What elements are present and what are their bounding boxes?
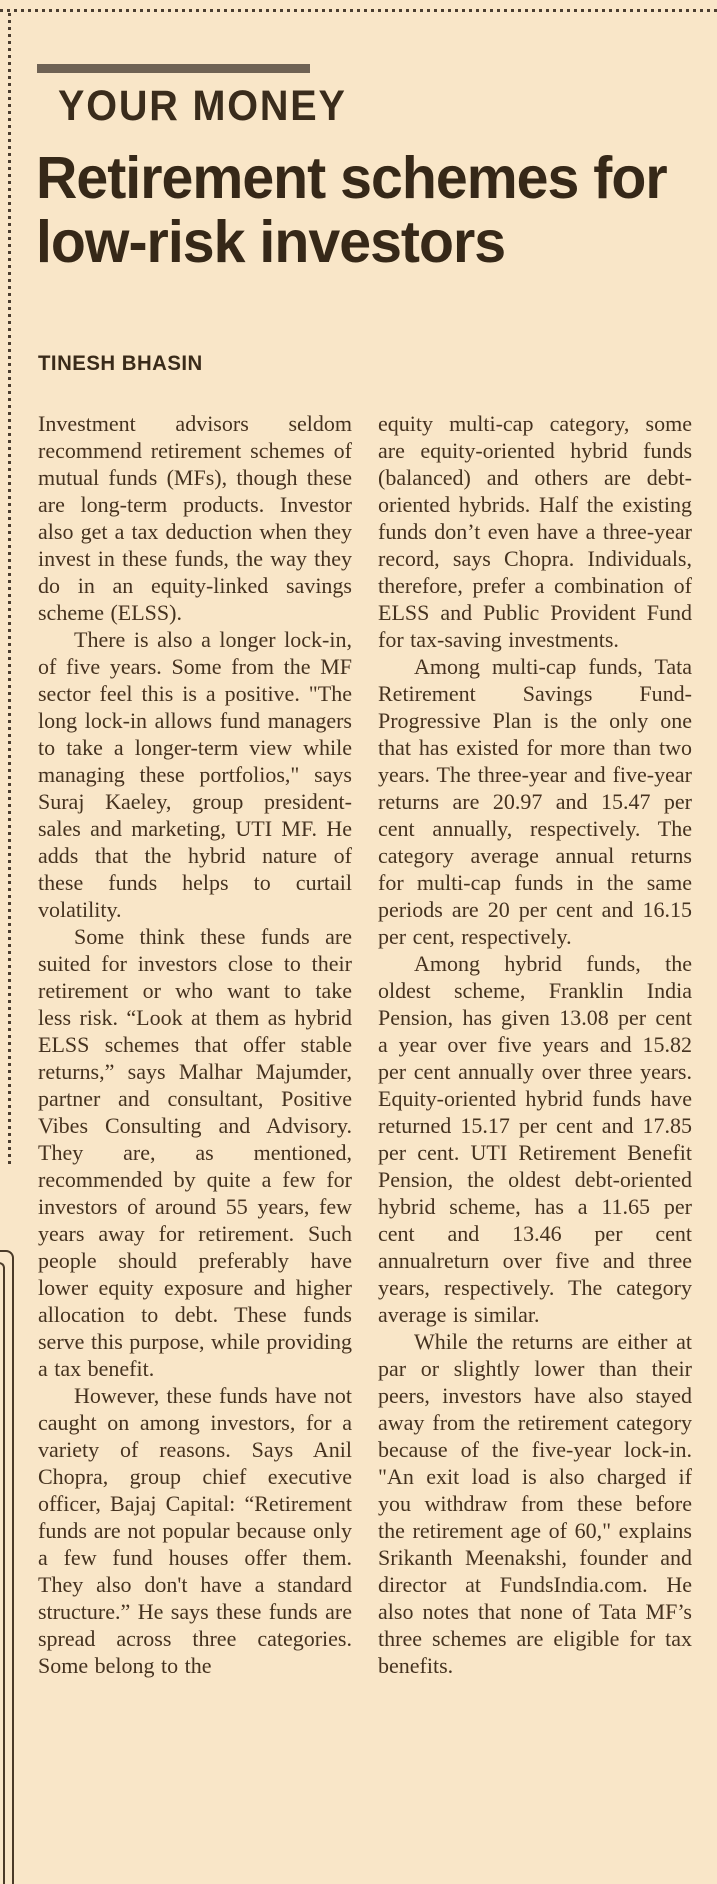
article-paragraph: equity multi-cap category, some are equity-oriented hybrid funds (balanced) and others are debt-oriented hybrids. Half the existing funds don’t even have a three-year record, says Chopra. Individuals, therefore, prefer a combination of ELSS and Public Provident Fund for tax-saving investments. (378, 411, 692, 652)
section-kicker: YOUR MONEY (58, 82, 347, 130)
article-paragraph: Among hybrid funds, the oldest scheme, Franklin India Pension, has given 13.08 per cent a year over five years and 15.82 per cent annually over three years. Equity-oriented hybrid funds have returned 15.17 per cent and 17.85 per cent. UTI Retirement Benefit Pension, the oldest debt-oriented hybrid scheme, has a 11.65 per cent and 13.46 per cent annualreturn over five and three years, respectively. The category average is similar. (378, 951, 692, 1327)
left-dotted-border (8, 13, 11, 1165)
article-byline: TINESH BHASIN (38, 352, 203, 375)
article-headline (36, 146, 676, 274)
article-paragraph: Investment advisors seldom recommend retirement schemes of mutual funds (MFs), though these are long-term products. Investor also get a tax deduction when they invest in these funds, the way they do in an equity-linked savings scheme (ELSS). (38, 411, 352, 625)
article-body (38, 410, 692, 1880)
headline-line-2: low-risk investors (36, 209, 506, 275)
article-column-left (38, 410, 352, 1880)
adjacent-clipping-corner-inner (0, 1262, 5, 1884)
headline-line-1: Retirement schemes for (36, 145, 667, 211)
article-column-right (378, 410, 692, 1880)
top-dotted-border (0, 9, 717, 12)
section-kicker-bar (37, 64, 310, 73)
article-paragraph: Some think these funds are suited for investors close to their retirement or who want to take less risk. “Look at them as hybrid ELSS schemes that offer stable returns,” says Malhar Majumder, partner and consultant, Positive Vibes Consulting and Advisory. They are, as mentioned, recommended by quite a few for investors of around 55 years, few years away for retirement. Such people should preferably have lower equity exposure and higher allocation to debt. These funds serve this purpose, while providing a tax benefit. (38, 924, 352, 1381)
article-paragraph: There is also a longer lock-in, of five years. Some from the MF sector feel this is a positive. "The long lock-in allows fund managers to take a longer-term view while managing these portfolios," says Suraj Kaeley, group president-sales and marketing, UTI MF. He adds that the hybrid nature of these funds helps to curtail volatility. (38, 627, 352, 922)
article-paragraph: Among multi-cap funds, Tata Retirement Savings Fund-Progressive Plan is the only one that has existed for more than two years. The three-year and five-year returns are 20.97 and 15.47 per cent annually, respectively. The category average annual returns for multi-cap funds in the same periods are 20 per cent and 16.15 per cent, respectively. (378, 654, 692, 949)
article-paragraph: While the returns are either at par or slightly lower than their peers, investors have also stayed away from the retirement category because of the five-year lock-in. "An exit load is also charged if you withdraw from these before the retirement age of 60," explains Srikanth Meenakshi, founder and director at FundsIndia.com. He also notes that none of Tata MF’s three schemes are eligible for tax benefits. (378, 1329, 692, 1678)
article-paragraph: However, these funds have not caught on among investors, for a variety of reasons. Says Anil Chopra, group chief executive officer, Bajaj Capital: “Retirement funds are not popular because only a few fund houses offer them. They also don't have a standard structure.” He says these funds are spread across three categories. Some belong to the (38, 1383, 352, 1678)
